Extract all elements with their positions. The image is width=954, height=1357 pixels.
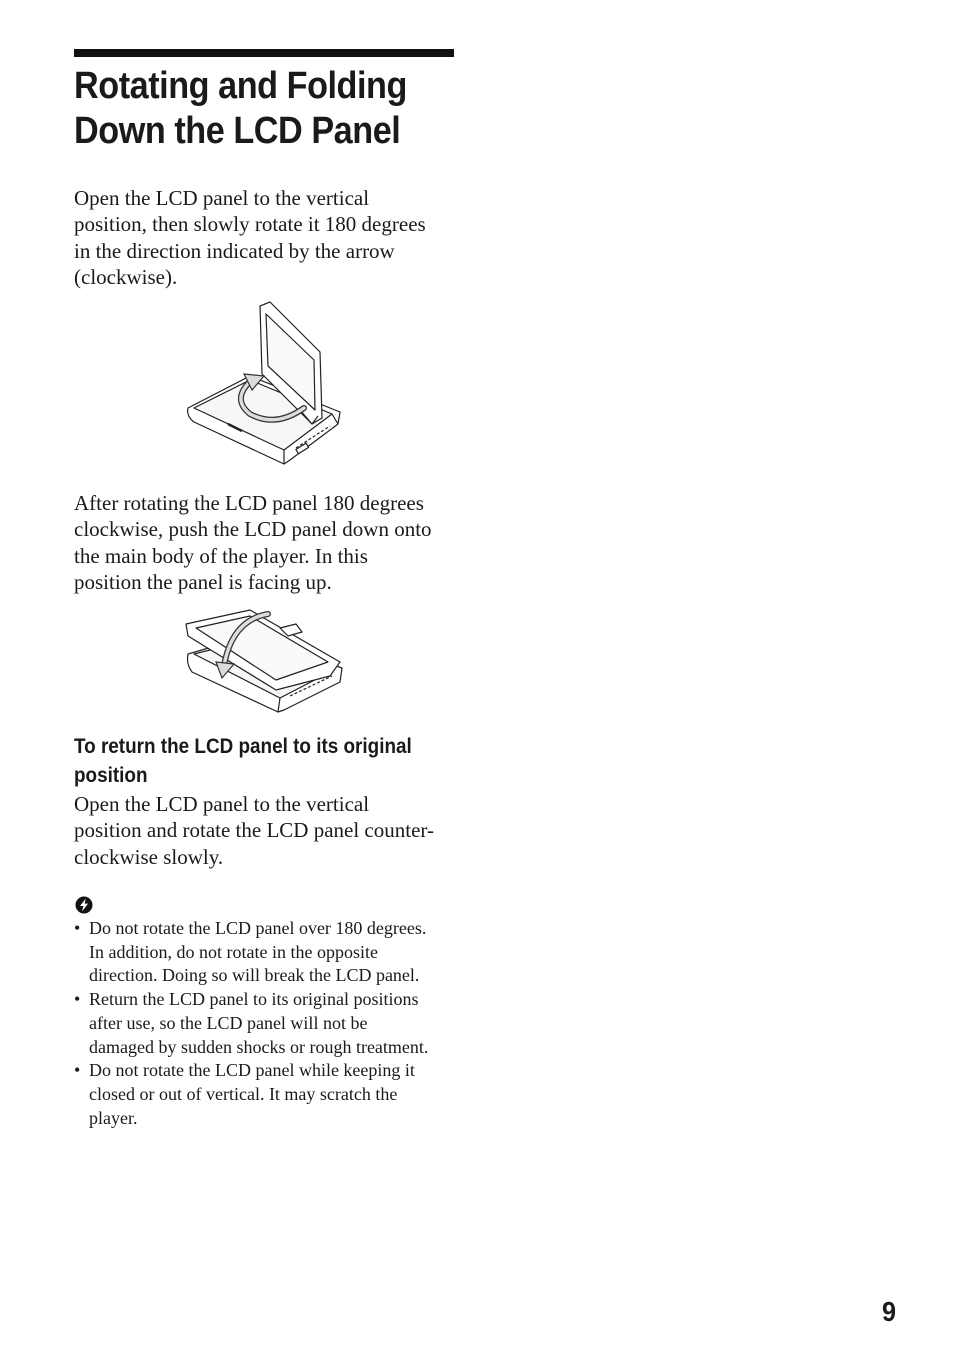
- page-number: 9: [882, 1296, 897, 1327]
- paragraph-line: in the direction indicated by the arrow: [74, 238, 395, 263]
- paragraph-line: clockwise slowly.: [74, 844, 224, 869]
- caution-icon: [74, 895, 94, 915]
- note-line: In addition, do not rotate in the opposite: [89, 941, 378, 962]
- note-line: after use, so the LCD panel will not be: [89, 1012, 368, 1033]
- bullet: •: [74, 918, 81, 938]
- title-rule: [74, 49, 454, 57]
- rotate-panel-illustration: [180, 298, 350, 470]
- return-panel-subheading: [74, 732, 452, 790]
- paragraph-line: the main body of the player. In this: [74, 543, 368, 568]
- paragraph-line: Open the LCD panel to the vertical: [74, 186, 370, 210]
- note-line: player.: [89, 1107, 138, 1128]
- paragraph-line: After rotating the LCD panel 180 degrees: [74, 491, 424, 515]
- fold-paragraph: [74, 490, 464, 595]
- subheading-line: position: [74, 764, 148, 787]
- page-title-line: Rotating and Folding: [74, 65, 407, 107]
- note-line: closed or out of vertical. It may scratch the: [89, 1083, 398, 1104]
- page-title-line: Down the LCD Panel: [74, 110, 401, 152]
- note-item: [74, 1059, 464, 1130]
- paragraph-line: position and rotate the LCD panel counter-: [74, 818, 434, 843]
- bullet: •: [74, 989, 81, 1010]
- caution-notes: [74, 917, 464, 1130]
- paragraph-line: (clockwise).: [74, 264, 178, 289]
- intro-paragraph: [74, 185, 464, 290]
- note-line: Do not rotate the LCD panel over 180 degrees.: [89, 918, 427, 938]
- paragraph-line: Open the LCD panel to the vertical: [74, 792, 370, 816]
- paragraph-line: clockwise, push the LCD panel down onto: [74, 517, 432, 542]
- page-title: [74, 64, 452, 154]
- note-line: direction. Doing so will break the LCD panel.: [89, 965, 420, 986]
- paragraph-line: position, then slowly rotate it 180 degrees: [74, 212, 426, 237]
- bullet: •: [74, 1060, 81, 1081]
- note-line: damaged by sudden shocks or rough treatment.: [89, 1036, 429, 1057]
- fold-panel-illustration: [180, 606, 350, 714]
- note-item: [74, 917, 464, 988]
- paragraph-line: position the panel is facing up.: [74, 569, 332, 594]
- note-line: Return the LCD panel to its original positions: [89, 989, 419, 1010]
- subheading-line: To return the LCD panel to its original: [74, 735, 412, 758]
- note-item: [74, 988, 464, 1059]
- return-paragraph: [74, 791, 464, 870]
- note-line: Do not rotate the LCD panel while keeping it: [89, 1060, 415, 1081]
